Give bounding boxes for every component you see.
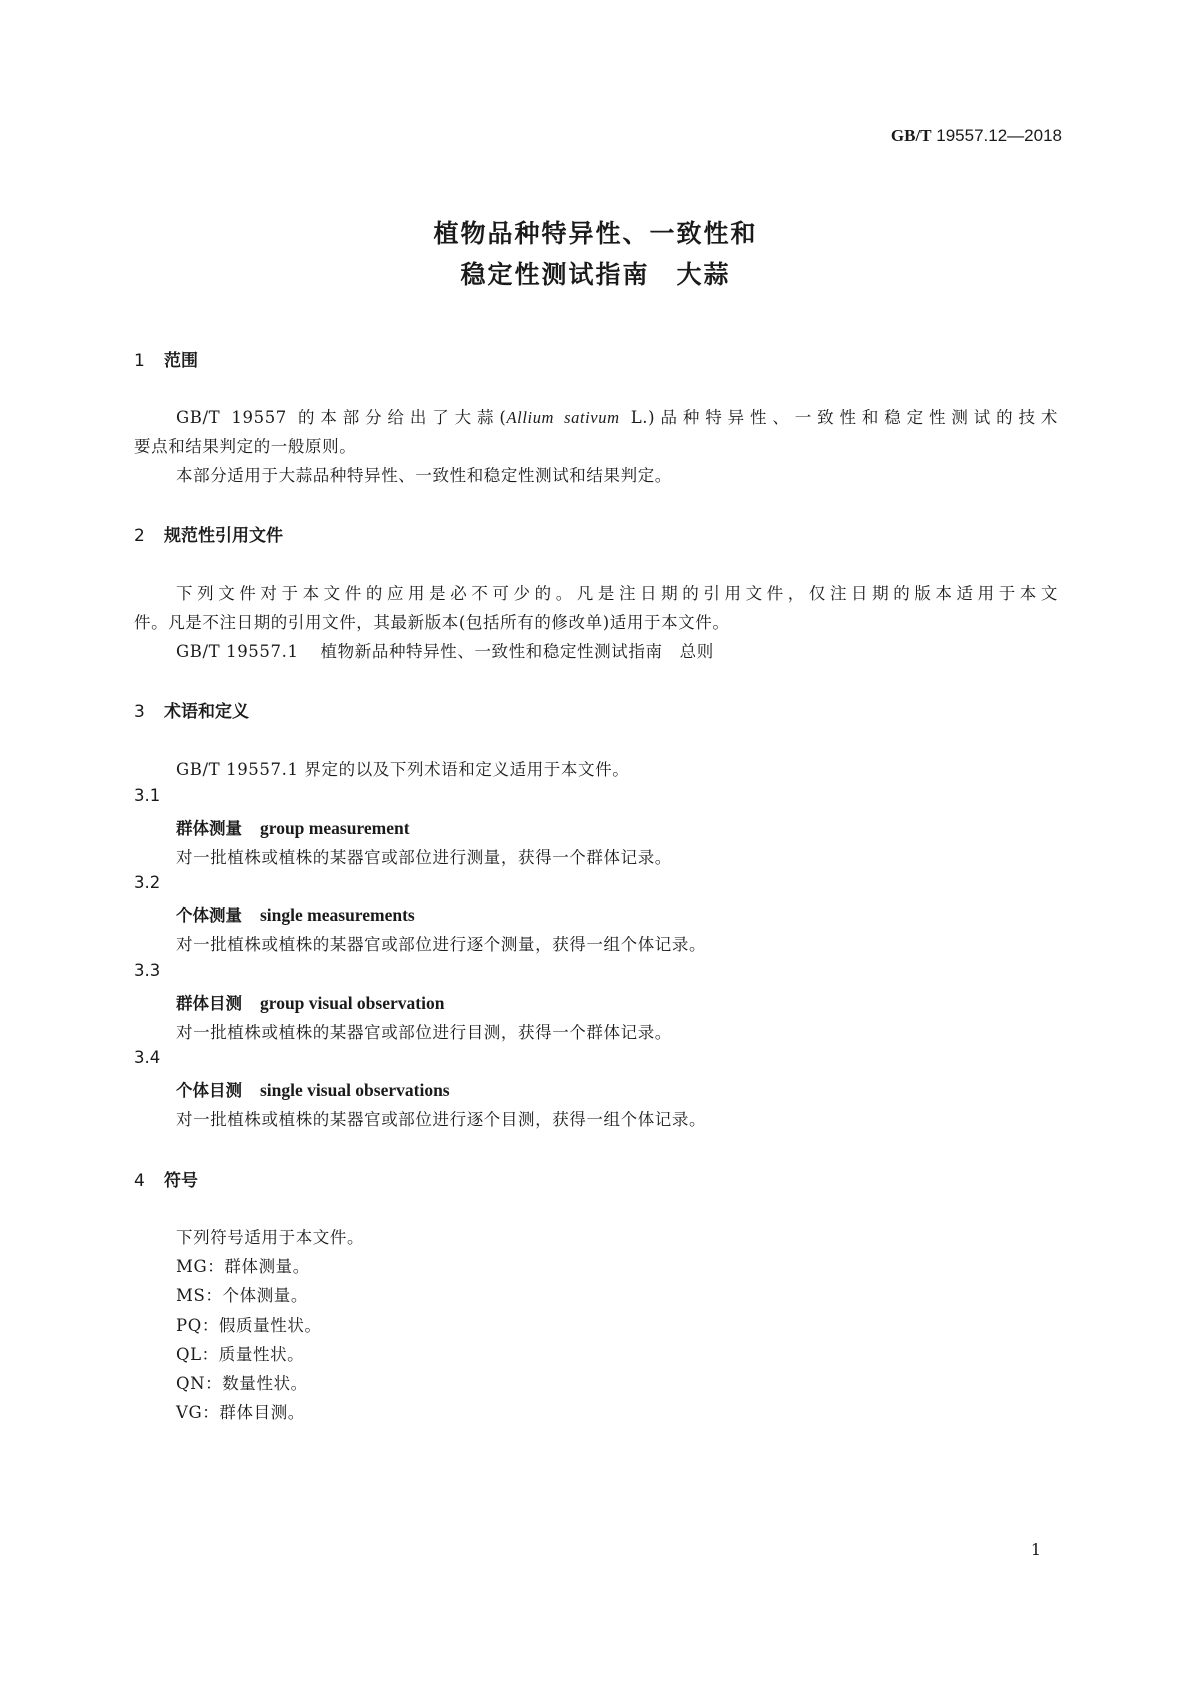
section-number: 3 (134, 702, 145, 722)
term-english: single measurements (260, 905, 415, 925)
section-3-heading (134, 697, 249, 722)
term-number: 3.2 (134, 873, 161, 892)
symbol-item: VG：群体目测。 (176, 1403, 305, 1422)
section-1-heading (134, 346, 198, 371)
term-definition: 对一批植株或植株的某器官或部位进行逐个目测，获得一组个体记录。 (176, 1110, 707, 1129)
term-chinese: 群体目测 (176, 994, 242, 1013)
document-title-line-2: 稳定性测试指南 大蒜 (460, 260, 731, 289)
text-run: L.)品种特异性、一致性和稳定性测试的技术 (619, 408, 1058, 427)
standard-code-prefix: GB/T (890, 126, 932, 145)
term-definition: 对一批植株或植株的某器官或部位进行测量，获得一个群体记录。 (176, 848, 672, 867)
section-number: 2 (134, 526, 145, 546)
term-heading (176, 1077, 450, 1101)
term-chinese: 个体目测 (176, 1081, 242, 1100)
section-2-heading (134, 521, 283, 546)
reference-code: GB/T 19557.1 (176, 642, 299, 661)
section-title: 符号 (164, 1171, 198, 1191)
text-run: GB/T 19557 的本部分给出了大蒜( (176, 408, 507, 427)
section-title: 规范性引用文件 (164, 526, 283, 546)
term-chinese: 个体测量 (176, 906, 242, 925)
section-1-paragraph-2: 本部分适用于大蒜品种特异性、一致性和稳定性测试和结果判定。 (176, 466, 672, 485)
symbol-item: QN：数量性状。 (176, 1374, 308, 1393)
standard-code-number: 19557.12—2018 (936, 126, 1062, 145)
term-heading (176, 815, 410, 839)
term-heading (176, 990, 444, 1014)
section-4-intro: 下列符号适用于本文件。 (176, 1228, 365, 1247)
term-chinese: 群体测量 (176, 819, 242, 838)
section-3-intro: GB/T 19557.1 界定的以及下列术语和定义适用于本文件。 (176, 760, 630, 779)
term-number: 3.4 (134, 1048, 161, 1067)
term-english: group measurement (260, 818, 410, 838)
term-english: group visual observation (260, 993, 445, 1013)
standard-code (891, 126, 1062, 146)
term-number: 3.3 (134, 961, 161, 980)
symbol-item: QL：质量性状。 (176, 1345, 305, 1364)
section-4-heading (134, 1166, 198, 1191)
normative-reference (176, 638, 714, 662)
reference-title: 植物新品种特异性、一致性和稳定性测试指南 总则 (320, 642, 714, 661)
latin-name: Allium sativum (506, 408, 620, 427)
section-1-paragraph-1-cont: 要点和结果判定的一般原则。 (134, 437, 357, 456)
section-number: 1 (134, 351, 145, 371)
term-english: single visual observations (260, 1080, 450, 1100)
section-number: 4 (134, 1171, 145, 1191)
section-2-paragraph-1: 下列文件对于本文件的应用是必不可少的。凡是注日期的引用文件，仅注日期的版本适用于本文 (176, 584, 1058, 603)
section-title: 术语和定义 (164, 702, 249, 722)
term-number: 3.1 (134, 786, 161, 805)
section-title: 范围 (164, 351, 198, 371)
section-1-paragraph-1 (176, 404, 1058, 428)
symbol-item: MG：群体测量。 (176, 1257, 310, 1276)
document-title-line-1: 植物品种特异性、一致性和 (433, 219, 758, 248)
symbol-item: PQ：假质量性状。 (176, 1316, 322, 1335)
term-heading (176, 902, 415, 926)
term-definition: 对一批植株或植株的某器官或部位进行目测，获得一个群体记录。 (176, 1023, 672, 1042)
section-2-paragraph-1-cont: 件。凡是不注日期的引用文件，其最新版本(包括所有的修改单)适用于本文件。 (134, 613, 730, 632)
term-definition: 对一批植株或植株的某器官或部位进行逐个测量，获得一组个体记录。 (176, 935, 707, 954)
symbol-item: MS：个体测量。 (176, 1286, 308, 1305)
page-number: 1 (1030, 1540, 1041, 1559)
